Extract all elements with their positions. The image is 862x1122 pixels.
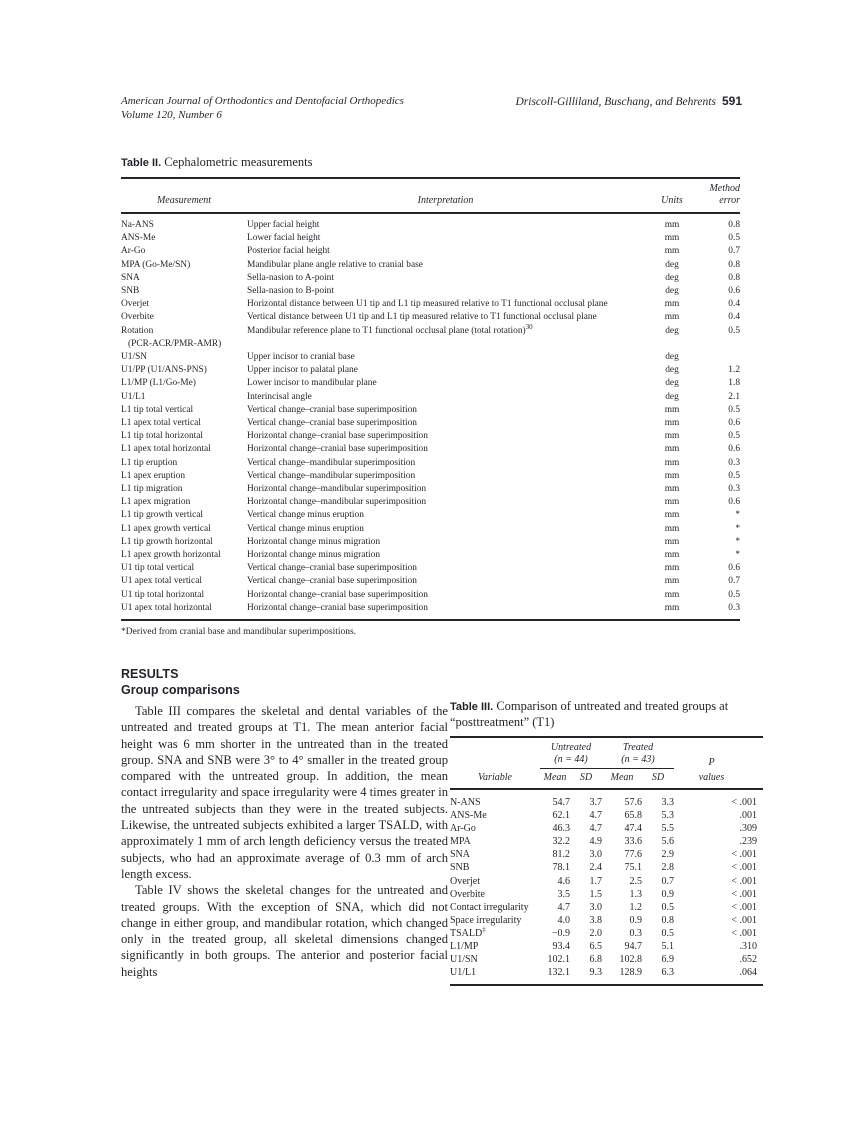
mean-treated-cell: 77.6 [624,849,642,861]
table-row [121,298,740,311]
table-row [450,796,763,809]
mean-treated-cell: 102.8 [619,954,642,966]
measurement-cell: Ar-Go [121,246,146,257]
measurement-cell: L1 apex total horizontal [121,444,211,455]
table-row [121,589,740,602]
measurement-cell: U1 tip total horizontal [121,589,205,600]
sd-treated-cell: 5.1 [661,941,674,953]
interpretation-cell: Vertical distance between U1 tip and L1 tip measured relative to T1 functional occlusal plane [247,312,597,323]
units-cell: mm [664,550,680,561]
running-head [121,94,742,122]
group-header-untreated: Untreated (n = 44) [540,742,602,769]
p-value-cell: < .001 [731,927,757,939]
measurement-cell: L1 tip migration [121,484,183,495]
sd-untreated-cell: 4.7 [589,823,602,835]
mean-untreated-cell: 4.6 [557,875,570,887]
journal-title: American Journal of Orthodontics and Dentofacial Orthopedics [121,95,404,107]
units-cell: mm [664,497,680,508]
variable-cell: MPA [450,836,471,848]
units-cell: mm [664,589,680,600]
column-header-row [450,769,763,788]
units-cell: mm [664,563,680,574]
table-row [121,232,740,245]
table-row [121,417,740,430]
method-error-cell: 0.5 [728,233,740,244]
measurement-cell: L1 apex growth horizontal [121,550,221,561]
results-heading: RESULTS [121,667,179,681]
method-error-cell: 0.6 [728,444,740,455]
table-ii-footnote: *Derived from cranial base and mandibular superimpositions. [121,626,357,637]
variable-cell: Contact irregularity [450,901,529,913]
method-error-cell: 0.3 [728,457,740,468]
method-error-cell: 0.5 [728,431,740,442]
table-row [121,509,740,522]
variable-cell: Overjet [450,875,480,887]
table-ii-caption [121,155,740,171]
mean-untreated-cell: 32.2 [552,836,570,848]
interpretation-cell: Interincisal angle [247,391,312,402]
method-error-cell: 1.2 [728,365,740,376]
measurement-cell: U1 apex total vertical [121,576,202,587]
table-row [121,219,740,232]
interpretation-cell: Horizontal change minus migration [247,536,381,547]
variable-cell: Space irregularity [450,914,522,926]
method-error-cell: 2.1 [728,391,740,402]
units-cell: mm [664,457,680,468]
units-cell: deg [665,259,679,270]
table-row [121,562,740,575]
table-row [450,914,763,927]
measurement-cell: SNB [121,286,140,297]
column-header-variable: Variable [478,772,512,783]
sd-untreated-cell: 6.8 [589,954,602,966]
units-cell: mm [664,484,680,495]
method-error-cell: 0.7 [728,246,740,257]
interpretation-cell: Horizontal change–mandibular superimposition [247,484,427,495]
variable-cell: ANS-Me [450,810,487,822]
mean-untreated-cell: 102.1 [547,954,570,966]
group-comparisons-subheading: Group comparisons [121,683,240,697]
table-row [121,430,740,443]
p-value-cell: < .001 [731,914,757,926]
variable-cell: SNB [450,862,470,874]
mean-untreated-cell: 4.7 [557,901,570,913]
mean-treated-cell: 0.3 [629,927,642,939]
table-row [450,940,763,953]
units-cell: mm [664,510,680,521]
measurement-cell: L1 apex total vertical [121,418,201,429]
method-error-cell: 0.6 [728,563,740,574]
table-iii [450,699,763,986]
table-row [121,245,740,258]
mean-treated-cell: 1.2 [629,901,642,913]
units-cell: mm [664,246,680,257]
mean-untreated-cell: −0.9 [551,927,570,939]
p-value-cell: .652 [739,954,757,966]
units-cell: mm [664,404,680,415]
table-row [121,311,740,324]
sd-untreated-cell: 6.5 [589,941,602,953]
units-cell: mm [664,523,680,534]
table-row [121,602,740,615]
measurement-cell: L1 apex eruption [121,470,186,481]
table-row [121,285,740,298]
table-ii-label: Table II. [121,157,162,169]
interpretation-cell: Posterior facial height [247,246,330,257]
sd-treated-cell: 0.5 [661,927,674,939]
sd-treated-cell: 0.8 [661,914,674,926]
interpretation-cell: Vertical change–mandibular superimposition [247,457,416,468]
units-cell: mm [664,536,680,547]
p-value-cell: < .001 [731,797,757,808]
p-value-cell: .309 [739,823,757,835]
sd-untreated-cell: 4.9 [589,836,602,848]
measurement-cell: L1 tip total vertical [121,404,194,415]
units-cell: mm [664,299,680,310]
p-value-cell: .239 [739,836,757,848]
interpretation-cell: Vertical change–cranial base superimposition [247,576,417,587]
table-row [121,391,740,404]
units-cell: mm [664,444,680,455]
variable-cell: Ar-Go [450,823,476,835]
method-error-cell: 0.8 [728,272,740,283]
p-value-cell: < .001 [731,888,757,900]
interpretation-cell: Mandibular plane angle relative to cranial base [247,259,423,270]
mean-treated-cell: 94.7 [624,941,642,953]
measurement-cell: U1/SN [121,352,148,363]
units-cell: mm [664,470,680,481]
mean-untreated-cell: 54.7 [552,797,570,808]
p-value-cell: < .001 [731,862,757,874]
sd-treated-cell: 5.6 [661,836,674,848]
measurement-cell: Na-ANS [121,220,154,230]
method-error-cell: 0.8 [728,220,740,230]
method-error-cell: 0.3 [728,484,740,495]
p-value-cell: < .001 [731,901,757,913]
method-error-cell: * [735,536,740,547]
variable-cell: SNA [450,849,471,861]
method-error-cell: 0.4 [728,299,740,310]
column-header-sd-untreated: SD [579,772,593,783]
mean-untreated-cell: 3.5 [557,888,570,900]
table-row [450,888,763,901]
measurement-cell: L1 tip growth horizontal [121,536,213,547]
units-cell: mm [664,602,680,613]
variable-cell: Overbite [450,888,485,900]
table-row [121,470,740,483]
variable-cell: L1/MP [450,941,479,953]
column-header-measurement: Measurement [156,195,212,206]
table-row [121,351,740,364]
units-cell: mm [664,418,680,429]
page-number: 591 [721,94,742,108]
units-cell: mm [664,312,680,323]
measurement-cell: L1 apex growth vertical [121,523,211,534]
p-value-cell: < .001 [731,875,757,887]
mean-untreated-cell: 93.4 [552,941,570,953]
interpretation-cell: Lower facial height [247,233,321,244]
mean-treated-cell: 33.6 [624,836,642,848]
sd-treated-cell: 3.3 [661,797,674,808]
sd-treated-cell: 6.3 [661,967,674,979]
table-row [121,496,740,509]
sd-untreated-cell: 1.5 [589,888,602,900]
units-cell: mm [664,233,680,244]
method-error-cell: 0.5 [728,470,740,481]
sd-untreated-cell: 4.7 [589,810,602,822]
group-header-treated: Treated (n = 43) [602,742,674,769]
mean-untreated-cell: 132.1 [547,967,570,979]
sd-treated-cell: 6.9 [661,954,674,966]
p-value-cell: < .001 [731,849,757,861]
variable-cell: U1/SN [450,954,478,966]
table-row [450,835,763,848]
table-row [121,523,740,536]
interpretation-cell: Upper incisor to cranial base [247,352,355,363]
mean-treated-cell: 47.4 [624,823,642,835]
method-error-cell: 0.6 [728,497,740,508]
mean-treated-cell: 57.6 [624,797,642,808]
table-row [450,927,763,940]
interpretation-cell: Sella-nasion to B-point [247,286,334,297]
measurement-cell: U1 tip total vertical [121,563,195,574]
column-header-mean-treated: Mean [610,772,634,783]
journal-info [121,94,404,122]
units-cell: deg [665,391,679,402]
units-cell: deg [665,272,679,283]
sd-treated-cell: 5.3 [661,810,674,822]
units-cell: deg [665,365,679,376]
interpretation-cell: Sella-nasion to A-point [247,272,334,283]
results-paragraph-2: Table IV shows the skeletal changes for the untreated and treated groups. With the exception of SNA, which did not change in either group, and mandibular rotation, which changed only in the treated group, all skeletal dimensions changed significantly in both groups. The anterior and posterior facial heights [121,883,448,979]
table-row [450,953,763,966]
method-error-cell: 0.3 [728,602,740,613]
sd-treated-cell: 0.7 [661,875,674,887]
table-row [121,457,740,470]
measurement-cell: Overjet [121,299,150,310]
table-row [450,848,763,861]
column-header-p-values: values [698,772,725,783]
table-row [450,966,763,979]
table-row [450,901,763,914]
table-row [450,822,763,835]
table-row [121,272,740,285]
table-row [121,259,740,272]
p-value-cell: .310 [739,941,757,953]
units-cell: deg [665,352,679,363]
table-ii-body [121,214,740,619]
measurement-cell: SNA [121,272,140,283]
results-section [121,666,448,980]
divider [121,619,740,621]
group-header-row [450,742,763,769]
column-header-sd-treated: SD [651,772,665,783]
column-header-method-error: Method error [709,183,740,206]
mean-untreated-cell: 4.0 [557,914,570,926]
interpretation-cell: Vertical change–cranial base superimposition [247,404,417,415]
interpretation-cell: Upper incisor to palatal plane [247,365,358,376]
mean-untreated-cell: 81.2 [552,849,570,861]
journal-volume: Volume 120, Number 6 [121,109,222,121]
measurement-cell: Overbite [121,312,154,323]
table-row [121,322,740,351]
interpretation-cell: Upper facial height [247,220,320,230]
method-error-cell: 0.5 [728,404,740,415]
measurement-cell: MPA (Go-Me/SN) [121,259,191,270]
interpretation-cell: Vertical change–cranial base superimposition [247,418,417,429]
running-authors-block [515,94,742,109]
method-error-cell: 1.8 [728,378,740,389]
table-iii-caption [450,699,763,730]
method-error-cell: * [735,523,740,534]
method-error-cell: 0.5 [728,589,740,600]
table-row [121,483,740,496]
sd-untreated-cell: 2.0 [589,927,602,939]
interpretation-cell: Horizontal change–cranial base superimposition [247,589,428,600]
mean-untreated-cell: 78.1 [552,862,570,874]
sd-treated-cell: 2.8 [661,862,674,874]
mean-treated-cell: 128.9 [619,967,642,979]
measurement-cell: U1/L1 [121,391,146,402]
units-cell: mm [664,220,680,230]
table-ii [121,155,740,638]
table-row [121,404,740,417]
table-ii-header [121,179,740,212]
mean-treated-cell: 75.1 [624,862,642,874]
interpretation-cell: Vertical change minus eruption [247,523,364,534]
measurement-cell: ANS-Me [121,233,156,244]
table-row [121,377,740,390]
method-error-cell: 0.5 [728,325,740,336]
interpretation-cell: Horizontal change–cranial base superimposition [247,431,428,442]
method-error-cell: 0.6 [728,286,740,297]
table-iii-header [450,738,763,788]
interpretation-cell: Vertical change–mandibular superimposition [247,470,416,481]
table-iii-label: Table III. [450,701,494,713]
sd-untreated-cell: 2.4 [589,862,602,874]
sd-untreated-cell: 3.0 [589,849,602,861]
table-ii-title: Cephalometric measurements [164,155,313,169]
p-value-cell: .001 [739,810,757,822]
interpretation-cell: Vertical change–cranial base superimposition [247,563,417,574]
method-error-cell: 0.8 [728,259,740,270]
interpretation-cell: Horizontal distance between U1 tip and L1 tip measured relative to T1 functional occlusal plane [247,299,608,310]
table-row [450,809,763,822]
method-error-cell: * [735,550,740,561]
p-value-cell: .064 [739,967,757,979]
mean-treated-cell: 65.8 [624,810,642,822]
column-header-p: P [708,757,715,768]
variable-cell: TSALD‡ [450,925,486,939]
units-cell: deg [665,325,679,336]
mean-treated-cell: 2.5 [629,875,642,887]
running-authors: Driscoll-Gilliland, Buschang, and Behrents [515,96,716,108]
measurement-cell: L1/MP (L1/Go-Me) [121,378,196,389]
units-cell: mm [664,576,680,587]
mean-treated-cell: 0.9 [629,914,642,926]
units-cell: deg [665,378,679,389]
sd-untreated-cell: 3.7 [589,797,602,808]
interpretation-cell: Horizontal change–cranial base superimposition [247,602,428,613]
interpretation-cell: Mandibular reference plane to T1 functional occlusal plane (total rotation)$^{30}$ [247,322,533,336]
interpretation-cell: Horizontal change minus migration [247,550,381,561]
mean-untreated-cell: 46.3 [552,823,570,835]
variable-cell: U1/L1 [450,967,477,979]
measurement-cell: U1/PP (U1/ANS-PNS) [121,365,207,376]
variable-cell: N-ANS [450,797,481,808]
table-row [121,443,740,456]
mean-untreated-cell: 62.1 [552,810,570,822]
sd-treated-cell: 0.5 [661,901,674,913]
units-cell: mm [664,431,680,442]
measurement-cell: L1 tip eruption [121,457,178,468]
measurement-cell: Rotation (PCR-ACR/PMR-AMR) [121,325,222,349]
measurement-cell: U1 apex total horizontal [121,602,212,613]
table-iii-body [450,790,763,984]
sd-treated-cell: 2.9 [661,849,674,861]
interpretation-cell: Lower incisor to mandibular plane [247,378,377,389]
units-cell: deg [665,286,679,297]
table-row [121,536,740,549]
sd-untreated-cell: 9.3 [589,967,602,979]
sd-treated-cell: 0.9 [661,888,674,900]
method-error-cell: * [735,510,740,521]
measurement-cell: L1 tip total horizontal [121,431,204,442]
interpretation-cell: Vertical change minus eruption [247,510,364,521]
sd-treated-cell: 5.5 [661,823,674,835]
table-row [121,549,740,562]
sd-untreated-cell: 3.8 [589,914,602,926]
mean-treated-cell: 1.3 [629,888,642,900]
column-header-interpretation: Interpretation [417,195,474,206]
column-header-mean-untreated: Mean [543,772,567,783]
method-error-cell: 0.7 [728,576,740,587]
divider [450,984,763,986]
interpretation-cell: Horizontal change–mandibular superimposition [247,497,427,508]
table-row [450,861,763,874]
measurement-cell: L1 tip growth vertical [121,510,204,521]
sd-untreated-cell: 1.7 [589,875,602,887]
method-error-cell: 0.4 [728,312,740,323]
sd-untreated-cell: 3.0 [589,901,602,913]
table-row [121,575,740,588]
measurement-cell: L1 apex migration [121,497,191,508]
results-paragraph-1: Table III compares the skeletal and dental variables of the untreated and treated groups at T1. The mean anterior facial height was 6 mm shorter in the untreated than in the treated group. SNA and SNB were 3° to 4° smaller in the treated group compared with the untreated group. In addition, the mean contact irregularity and space irregularity were 4 times greater in the untreated subjects than they were in the treated subjects. Likewise, the untreated subjects exhibited a larger TSALD, with approximately 1 mm of arch length deficiency versus the treated subjects, who had an approximate average of 0.3 mm of arch length excess. [121,704,448,881]
table-row [450,875,763,888]
table-iii-title: Comparison of untreated and treated groups at “posttreatment” (T1) [450,699,729,729]
column-header-units: Units [661,195,683,206]
interpretation-cell: Horizontal change–cranial base superimposition [247,444,428,455]
table-row [121,364,740,377]
method-error-cell: 0.6 [728,418,740,429]
method-error-cell [700,351,740,364]
